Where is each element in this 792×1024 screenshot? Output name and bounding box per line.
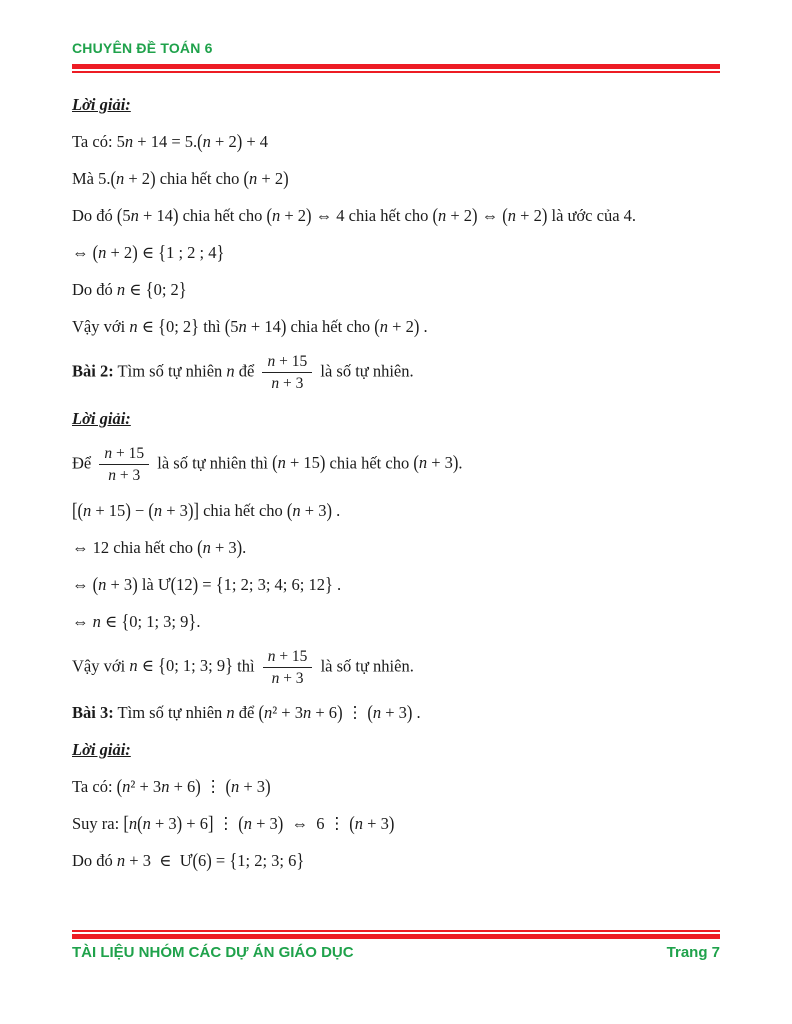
math-expression: ⇔ (n + 3) <box>72 572 138 596</box>
document-content <box>0 93 792 873</box>
text-run: thì <box>233 656 259 676</box>
text-run: Vậy với <box>72 317 130 336</box>
math-expression: (n + 3) <box>197 535 243 559</box>
page-header <box>0 0 792 73</box>
text-run: Vậy với <box>72 656 130 676</box>
math-expression: n ∈ {0; 2} <box>116 277 187 301</box>
fraction-denominator: n + 3 <box>271 669 304 687</box>
text-run: để <box>234 703 259 723</box>
text-run: Do đó <box>72 851 117 871</box>
math-expression: (n² + 3n + 6) ⋮ (n + 3) <box>116 774 271 798</box>
text-run: Mà <box>72 169 99 188</box>
text-run: . <box>412 703 421 723</box>
math-expression: n <box>226 361 235 381</box>
text-line <box>72 647 720 689</box>
header-title: CHUYÊN ĐỀ TOÁN 6 <box>72 40 213 56</box>
text-run: Để <box>72 453 96 473</box>
text-run: chia hết cho <box>325 453 414 473</box>
fraction <box>262 352 312 394</box>
math-expression: ⇔ (n + 2) ∈ {1 ; 2 ; 4} <box>72 240 225 264</box>
math-expression: (n² + 3n + 6) ⋮ (n + 3) <box>258 700 413 724</box>
text-run: Ta có: <box>72 132 117 151</box>
text-run: chia hết cho <box>286 317 375 336</box>
text-run: Tìm số tự nhiên <box>113 703 227 723</box>
text-line <box>72 130 720 154</box>
text-line <box>72 573 720 597</box>
text-run: để <box>234 361 259 381</box>
math-expression: n ∈ {0; 1; 3; 9} <box>129 653 234 677</box>
solution-label: Lời giải: <box>72 740 131 760</box>
math-expression: [(n + 15) − (n + 3)] <box>72 498 199 522</box>
text-run: . <box>419 317 428 336</box>
text-run: Suy ra: <box>72 814 124 834</box>
text-run: là <box>137 574 158 594</box>
text-run: Do đó <box>72 206 117 225</box>
text-run: . <box>458 453 463 473</box>
text-line <box>72 93 720 117</box>
math-expression: (n + 2) <box>243 166 289 190</box>
fraction-denominator: n + 3 <box>271 375 304 393</box>
math-expression: n <box>226 703 235 723</box>
math-expression: n ∈ {0; 2} <box>129 314 200 338</box>
math-expression: (n + 2) <box>374 314 420 338</box>
math-expression: (5n + 14) <box>116 203 179 227</box>
fraction-numerator: n + 15 <box>262 352 312 373</box>
header-divider-line <box>72 64 720 73</box>
text-line <box>72 167 720 191</box>
text-run: là ước của 4. <box>547 206 637 225</box>
text-line <box>72 812 720 836</box>
math-expression: 5.(n + 2) <box>98 166 156 190</box>
text-run: chia hết cho <box>155 169 244 188</box>
text-line <box>72 849 720 873</box>
text-run: Do đó <box>72 280 117 299</box>
text-line <box>72 241 720 265</box>
text-line <box>72 407 720 431</box>
problem-label: Bài 2: <box>72 361 114 381</box>
fraction-numerator: n + 15 <box>99 444 149 465</box>
text-run: chia hết cho <box>109 537 198 557</box>
text-line <box>72 315 720 339</box>
math-expression: n + 3 ∈ Ư(6) = {1; 2; 3; 6} <box>116 848 305 872</box>
text-line <box>72 499 720 523</box>
text-run: chia hết cho <box>198 500 287 520</box>
page-footer <box>72 930 720 961</box>
text-run: . <box>242 537 247 557</box>
fraction-denominator: n + 3 <box>108 467 141 485</box>
text-run: Ta có: <box>72 777 117 797</box>
math-expression: ⇔ 12 <box>72 537 110 557</box>
text-run: chia hết cho <box>178 206 267 225</box>
text-line <box>72 444 720 486</box>
text-run: là số tự nhiên thì <box>153 453 273 473</box>
fraction <box>99 444 149 486</box>
problem-label: Bài 3: <box>72 703 114 723</box>
text-run: Tìm số tự nhiên <box>113 361 227 381</box>
footer-divider-line <box>72 930 720 939</box>
text-line <box>72 610 720 634</box>
math-expression: ⇔ n ∈ {0; 1; 3; 9} <box>72 609 197 633</box>
fraction-numerator: n + 15 <box>263 647 313 668</box>
text-run: chia hết cho <box>344 206 433 225</box>
text-run: là số tự nhiên. <box>316 656 414 676</box>
text-run: . <box>196 611 201 631</box>
text-line <box>72 701 720 725</box>
footer-row <box>72 944 720 961</box>
text-run: thì <box>199 317 225 336</box>
math-expression: (n + 2) ⇔ (n + 2) <box>432 203 548 227</box>
math-expression: [n(n + 3) + 6] ⋮ (n + 3) ⇔ 6 ⋮ (n + 3) <box>123 811 395 835</box>
math-expression: 5n + 14 = 5.(n + 2) + 4 <box>116 129 269 153</box>
text-run: là số tự nhiên. <box>316 361 414 381</box>
text-run: . <box>331 500 341 520</box>
math-expression: (5n + 14) <box>224 314 287 338</box>
text-line <box>72 775 720 799</box>
text-line <box>72 352 720 394</box>
footer-document-title: TÀI LIỆU NHÓM CÁC DỰ ÁN GIÁO DỤC <box>72 944 354 961</box>
solution-label: Lời giải: <box>72 95 131 114</box>
text-line <box>72 536 720 560</box>
math-expression: (n + 15) <box>272 450 326 475</box>
text-line <box>72 738 720 762</box>
math-expression: (n + 2) ⇔ 4 <box>266 203 345 227</box>
text-run: . <box>332 574 342 594</box>
text-line <box>72 278 720 302</box>
footer-page-number: Trang 7 <box>666 944 720 961</box>
text-line <box>72 204 720 228</box>
math-expression: Ư(12) = {1; 2; 3; 4; 6; 12} <box>157 572 333 596</box>
solution-label: Lời giải: <box>72 408 131 428</box>
fraction <box>263 647 313 689</box>
math-expression: (n + 3) <box>413 450 459 475</box>
math-expression: (n + 3) <box>286 498 332 522</box>
